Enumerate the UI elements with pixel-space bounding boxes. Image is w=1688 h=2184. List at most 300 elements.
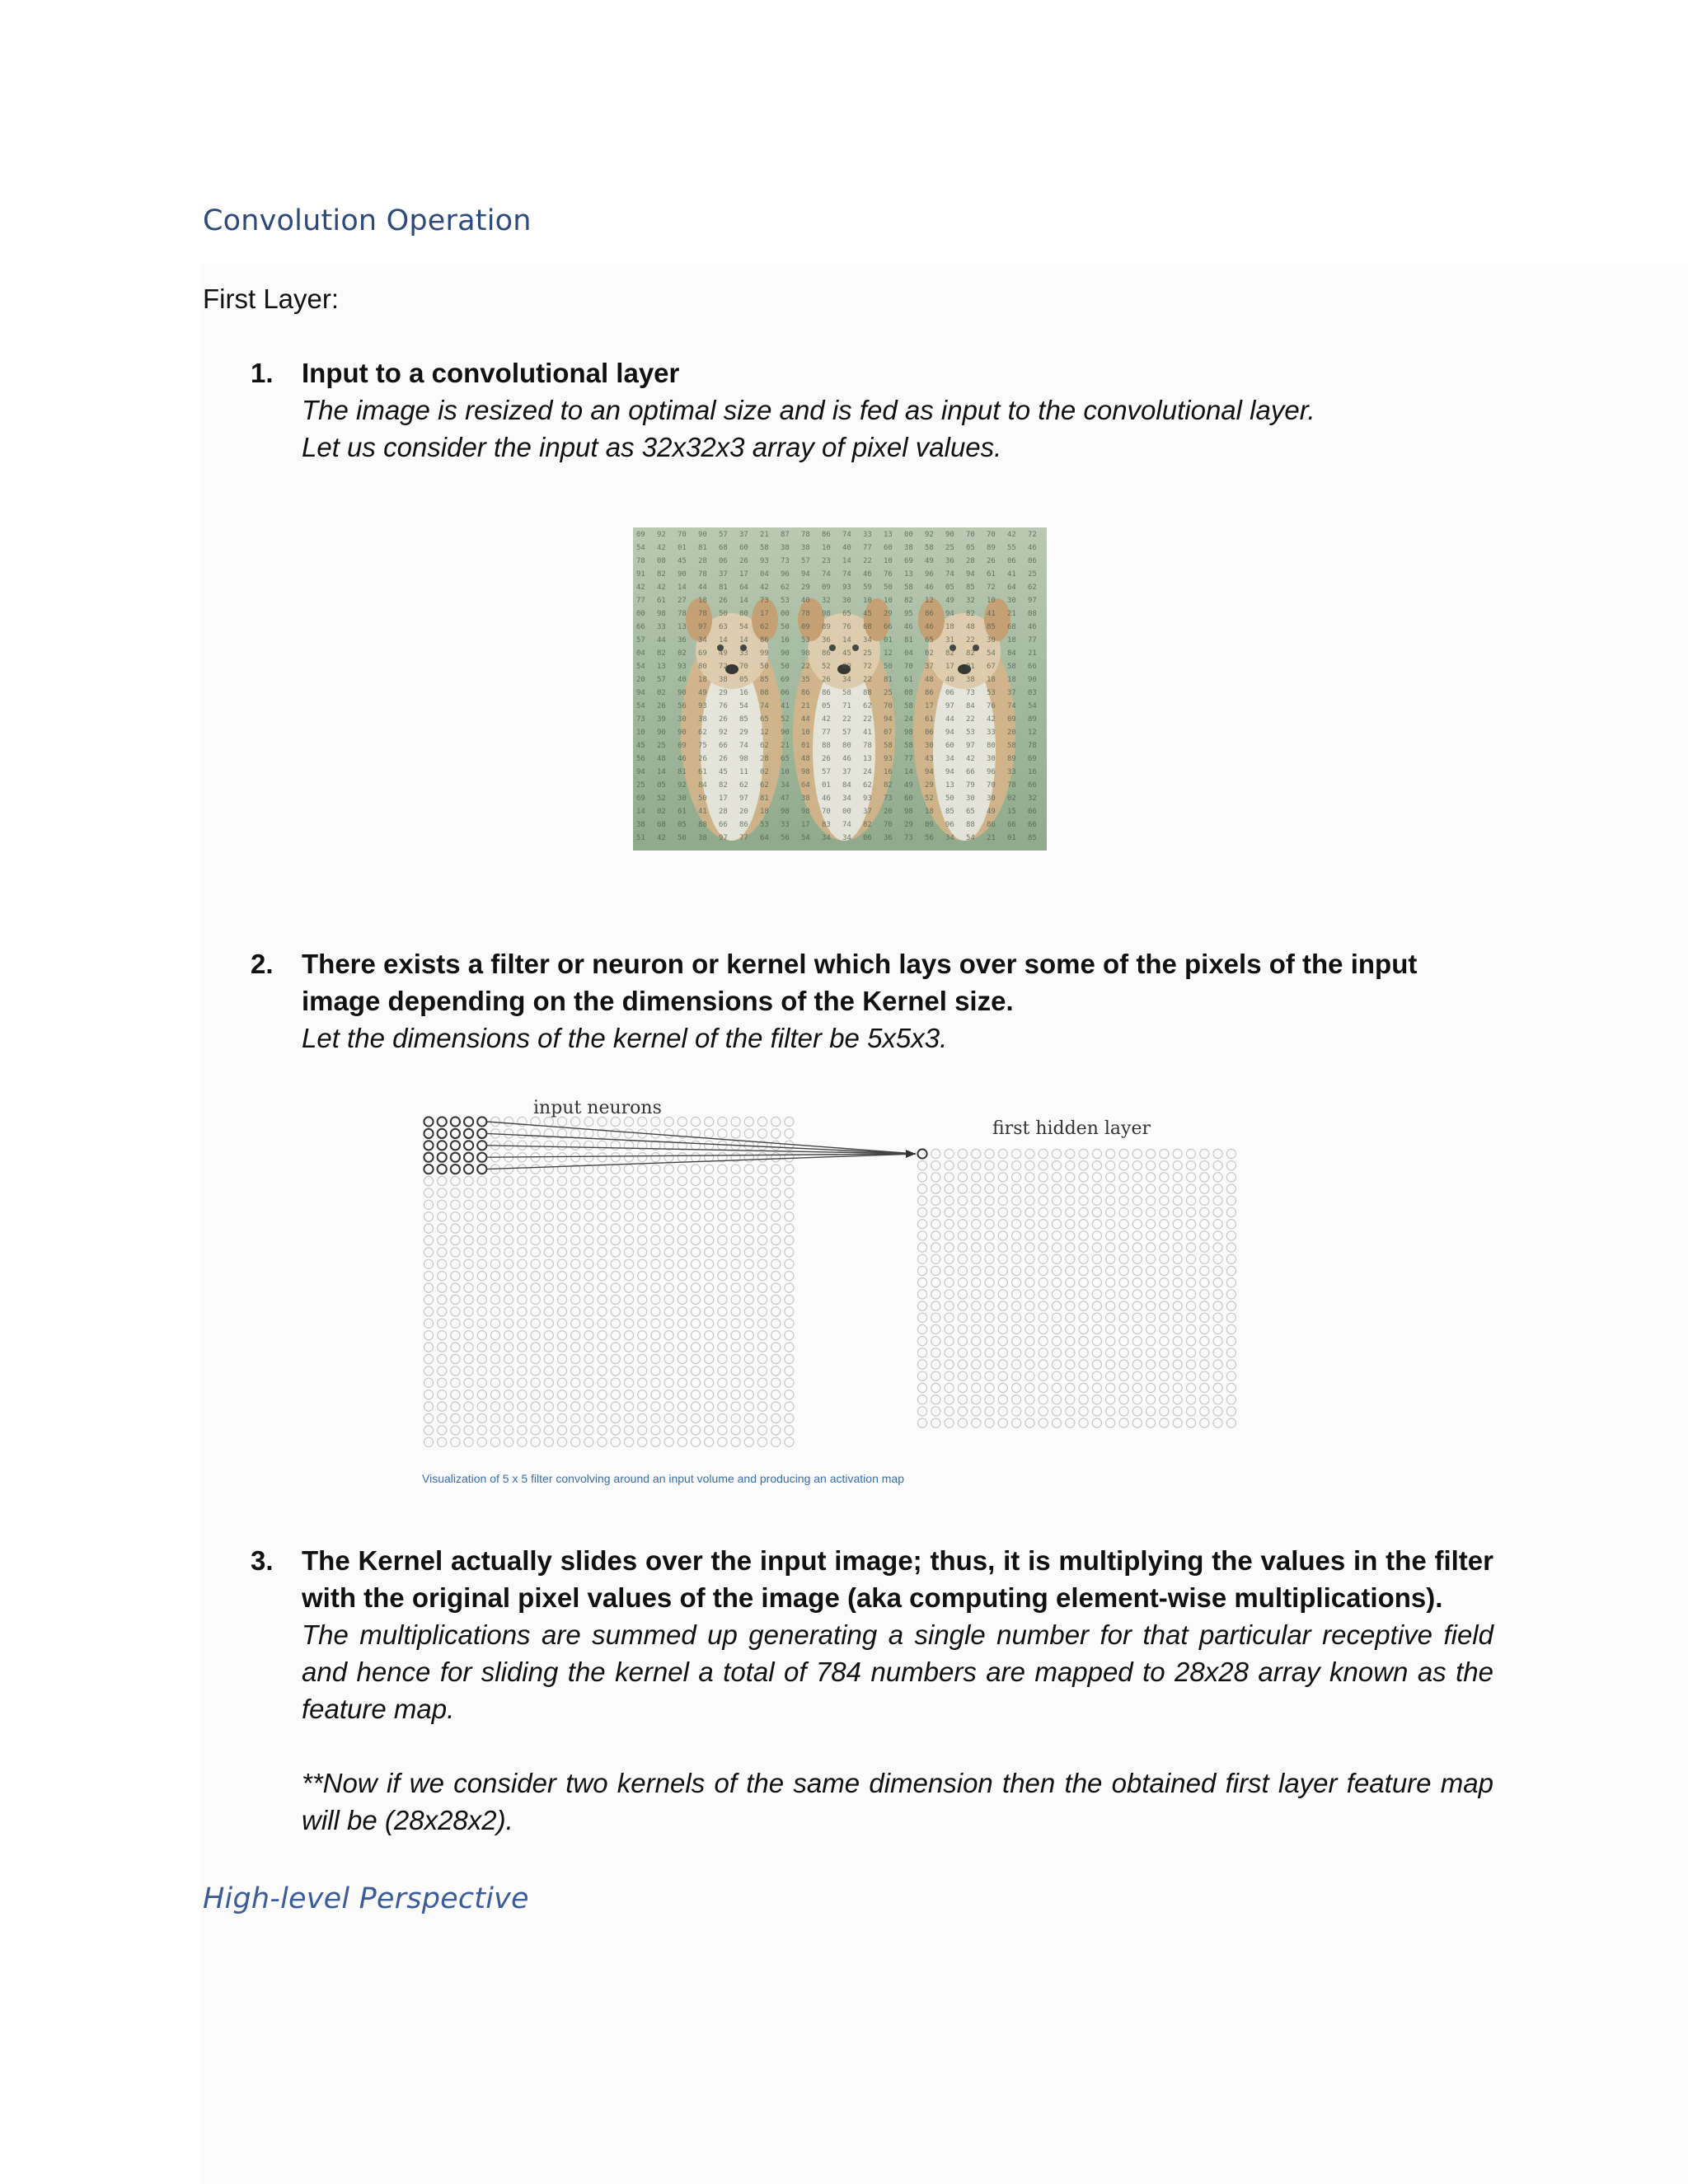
svg-text:15: 15 <box>1007 808 1016 816</box>
svg-text:81: 81 <box>760 794 769 803</box>
svg-text:73: 73 <box>781 557 790 565</box>
svg-text:18: 18 <box>698 597 707 605</box>
svg-text:38: 38 <box>781 544 790 552</box>
svg-text:61: 61 <box>678 808 687 816</box>
svg-text:01: 01 <box>678 544 687 552</box>
svg-text:52: 52 <box>925 794 934 803</box>
svg-text:29: 29 <box>904 821 913 829</box>
svg-text:13: 13 <box>863 755 872 763</box>
svg-text:14: 14 <box>739 597 748 605</box>
svg-text:61: 61 <box>657 597 666 605</box>
svg-text:26: 26 <box>822 755 831 763</box>
svg-text:08: 08 <box>760 689 769 697</box>
svg-text:06: 06 <box>863 834 872 842</box>
svg-text:57: 57 <box>657 676 666 684</box>
svg-text:88: 88 <box>822 742 831 750</box>
svg-text:48: 48 <box>801 755 810 763</box>
svg-text:05: 05 <box>657 781 666 790</box>
svg-text:87: 87 <box>781 531 790 539</box>
svg-text:81: 81 <box>904 636 913 644</box>
svg-text:74: 74 <box>760 702 769 710</box>
svg-text:55: 55 <box>1007 544 1016 552</box>
svg-text:82: 82 <box>904 597 913 605</box>
svg-text:27: 27 <box>678 597 687 605</box>
item-desc-1a: The image is resized to an optimal size and is fed as input to the convolutional layer. <box>302 395 1315 425</box>
svg-text:95: 95 <box>904 610 913 618</box>
svg-text:90: 90 <box>678 729 687 737</box>
svg-text:72: 72 <box>987 583 996 592</box>
svg-text:41: 41 <box>698 808 707 816</box>
svg-text:58: 58 <box>1007 742 1016 750</box>
svg-text:62: 62 <box>781 583 790 592</box>
svg-text:58: 58 <box>904 742 913 750</box>
svg-text:94: 94 <box>801 570 810 579</box>
svg-text:36: 36 <box>678 636 687 644</box>
svg-text:78: 78 <box>636 557 645 565</box>
svg-text:78: 78 <box>863 742 872 750</box>
svg-text:50: 50 <box>781 663 790 671</box>
svg-text:80: 80 <box>987 742 996 750</box>
svg-text:90: 90 <box>781 729 790 737</box>
svg-text:40: 40 <box>801 597 810 605</box>
svg-text:05: 05 <box>678 821 687 829</box>
svg-text:12: 12 <box>760 729 769 737</box>
svg-text:14: 14 <box>739 636 748 644</box>
svg-text:58: 58 <box>904 702 913 710</box>
svg-text:26: 26 <box>719 597 728 605</box>
svg-text:06: 06 <box>719 557 728 565</box>
svg-text:14: 14 <box>842 557 851 565</box>
svg-text:32: 32 <box>1028 794 1037 803</box>
svg-text:85: 85 <box>739 715 748 724</box>
svg-text:84: 84 <box>1007 649 1016 658</box>
svg-text:42: 42 <box>822 715 831 724</box>
svg-text:33: 33 <box>987 729 996 737</box>
item-note-3: **Now if we consider two kernels of the same dimension then the obtained first layer feature map will be (28x28x2). <box>302 1768 1493 1835</box>
svg-text:25: 25 <box>1028 570 1037 579</box>
svg-text:82: 82 <box>884 781 893 790</box>
svg-text:47: 47 <box>781 794 790 803</box>
svg-text:66: 66 <box>719 742 728 750</box>
svg-text:53: 53 <box>966 729 975 737</box>
svg-text:54: 54 <box>636 663 645 671</box>
svg-text:14: 14 <box>719 636 728 644</box>
svg-text:86: 86 <box>760 636 769 644</box>
svg-text:46: 46 <box>678 755 687 763</box>
svg-text:22: 22 <box>842 715 851 724</box>
svg-text:26: 26 <box>657 702 666 710</box>
svg-text:97: 97 <box>1028 597 1037 605</box>
svg-text:10: 10 <box>822 544 831 552</box>
svg-text:49: 49 <box>719 649 728 658</box>
svg-text:54: 54 <box>1028 702 1037 710</box>
svg-text:65: 65 <box>842 610 851 618</box>
svg-text:58: 58 <box>925 544 934 552</box>
svg-text:34: 34 <box>863 636 872 644</box>
svg-text:01: 01 <box>966 663 975 671</box>
svg-text:92: 92 <box>678 781 687 790</box>
svg-text:22: 22 <box>966 715 975 724</box>
svg-text:50: 50 <box>678 834 687 842</box>
svg-text:32: 32 <box>822 597 831 605</box>
svg-text:26: 26 <box>719 715 728 724</box>
svg-text:96: 96 <box>987 768 996 776</box>
svg-text:41: 41 <box>987 610 996 618</box>
svg-text:02: 02 <box>657 808 666 816</box>
svg-text:41: 41 <box>1007 570 1016 579</box>
svg-text:46: 46 <box>822 794 831 803</box>
svg-text:62: 62 <box>863 781 872 790</box>
svg-text:65: 65 <box>925 636 934 644</box>
svg-text:94: 94 <box>945 768 954 776</box>
svg-text:17: 17 <box>801 821 810 829</box>
svg-text:40: 40 <box>678 676 687 684</box>
svg-text:29: 29 <box>884 610 893 618</box>
svg-text:76: 76 <box>842 623 851 631</box>
svg-text:81: 81 <box>719 583 728 592</box>
svg-text:59: 59 <box>863 583 872 592</box>
svg-text:53: 53 <box>760 821 769 829</box>
svg-text:98: 98 <box>904 808 913 816</box>
svg-text:36: 36 <box>822 636 831 644</box>
svg-text:38: 38 <box>698 715 707 724</box>
svg-text:64: 64 <box>1007 583 1016 592</box>
svg-text:16: 16 <box>884 768 893 776</box>
svg-text:90: 90 <box>657 729 666 737</box>
svg-text:78: 78 <box>698 610 707 618</box>
svg-text:57: 57 <box>636 636 645 644</box>
svg-text:50: 50 <box>698 794 707 803</box>
svg-text:62: 62 <box>760 623 769 631</box>
svg-text:70: 70 <box>884 821 893 829</box>
svg-text:82: 82 <box>657 649 666 658</box>
svg-text:64: 64 <box>739 583 748 592</box>
svg-text:30: 30 <box>842 597 851 605</box>
svg-text:22: 22 <box>801 663 810 671</box>
svg-text:11: 11 <box>739 768 748 776</box>
svg-text:01: 01 <box>884 636 893 644</box>
svg-text:54: 54 <box>801 834 810 842</box>
svg-text:69: 69 <box>904 557 913 565</box>
svg-text:77: 77 <box>904 755 913 763</box>
svg-text:97: 97 <box>698 623 707 631</box>
svg-text:00: 00 <box>781 610 790 618</box>
svg-text:65: 65 <box>781 755 790 763</box>
svg-text:92: 92 <box>657 531 666 539</box>
svg-text:78: 78 <box>801 531 810 539</box>
svg-text:05: 05 <box>739 676 748 684</box>
svg-text:88: 88 <box>698 821 707 829</box>
svg-text:98: 98 <box>801 808 810 816</box>
svg-text:88: 88 <box>863 689 872 697</box>
svg-text:14: 14 <box>842 636 851 644</box>
svg-text:64: 64 <box>801 781 810 790</box>
svg-text:30: 30 <box>966 794 975 803</box>
svg-text:37: 37 <box>739 531 748 539</box>
svg-text:73: 73 <box>760 597 769 605</box>
svg-text:57: 57 <box>822 768 831 776</box>
svg-text:84: 84 <box>842 781 851 790</box>
item-title-1: Input to a convolutional layer <box>302 358 680 388</box>
svg-text:14: 14 <box>678 583 687 592</box>
svg-text:52: 52 <box>781 715 790 724</box>
svg-text:38: 38 <box>698 834 707 842</box>
svg-text:30: 30 <box>1007 597 1016 605</box>
svg-text:82: 82 <box>657 570 666 579</box>
svg-text:49: 49 <box>904 781 913 790</box>
svg-text:89: 89 <box>1028 715 1037 724</box>
svg-text:02: 02 <box>925 649 934 658</box>
svg-text:60: 60 <box>945 742 954 750</box>
svg-text:46: 46 <box>842 755 851 763</box>
svg-text:86: 86 <box>739 821 748 829</box>
svg-text:81: 81 <box>678 768 687 776</box>
svg-text:50: 50 <box>884 663 893 671</box>
svg-text:57: 57 <box>801 557 810 565</box>
svg-text:34: 34 <box>842 676 851 684</box>
svg-text:46: 46 <box>925 583 934 592</box>
svg-text:74: 74 <box>822 570 831 579</box>
svg-text:50: 50 <box>781 623 790 631</box>
svg-text:35: 35 <box>801 676 810 684</box>
svg-text:62: 62 <box>739 781 748 790</box>
svg-text:56: 56 <box>925 834 934 842</box>
item-number-1: 1. <box>251 358 274 388</box>
svg-text:93: 93 <box>678 663 687 671</box>
svg-text:65: 65 <box>760 715 769 724</box>
svg-text:93: 93 <box>863 794 872 803</box>
svg-text:21: 21 <box>760 531 769 539</box>
svg-text:45: 45 <box>678 557 687 565</box>
svg-text:37: 37 <box>719 570 728 579</box>
svg-text:38: 38 <box>636 821 645 829</box>
svg-text:70: 70 <box>884 702 893 710</box>
svg-text:33: 33 <box>739 649 748 658</box>
svg-text:33: 33 <box>1007 768 1016 776</box>
svg-text:18: 18 <box>1007 636 1016 644</box>
svg-text:50: 50 <box>884 583 893 592</box>
svg-text:17: 17 <box>719 794 728 803</box>
svg-text:61: 61 <box>698 768 707 776</box>
svg-text:01: 01 <box>801 742 810 750</box>
svg-text:78: 78 <box>698 570 707 579</box>
svg-text:54: 54 <box>987 649 996 658</box>
svg-text:53: 53 <box>781 597 790 605</box>
pixel-array-dogs-image <box>633 527 1047 851</box>
svg-text:73: 73 <box>636 715 645 724</box>
svg-text:66: 66 <box>966 768 975 776</box>
svg-text:10: 10 <box>781 768 790 776</box>
svg-text:98: 98 <box>781 808 790 816</box>
svg-text:03: 03 <box>1028 689 1037 697</box>
svg-text:77: 77 <box>636 597 645 605</box>
svg-text:46: 46 <box>904 623 913 631</box>
item-desc-3: The multiplications are summed up generating a single number for that particular receptive field and hence for sliding the kernel a total of 784 numbers are mapped to 28x28 array known as the feature map. <box>302 1619 1493 1724</box>
svg-text:41: 41 <box>781 702 790 710</box>
svg-text:34: 34 <box>945 755 954 763</box>
list-item-3 <box>302 1542 1493 1839</box>
svg-text:34: 34 <box>822 834 831 842</box>
svg-text:90: 90 <box>698 531 707 539</box>
svg-text:73: 73 <box>966 689 975 697</box>
svg-text:49: 49 <box>945 597 954 605</box>
svg-text:26: 26 <box>987 557 996 565</box>
svg-text:82: 82 <box>966 649 975 658</box>
svg-text:30: 30 <box>678 794 687 803</box>
svg-text:66: 66 <box>1028 781 1037 790</box>
svg-text:85: 85 <box>966 583 975 592</box>
svg-text:13: 13 <box>678 623 687 631</box>
svg-text:25: 25 <box>945 544 954 552</box>
svg-text:68: 68 <box>657 821 666 829</box>
svg-text:38: 38 <box>966 676 975 684</box>
svg-text:09: 09 <box>1007 715 1016 724</box>
svg-text:79: 79 <box>966 781 975 790</box>
svg-text:42: 42 <box>987 715 996 724</box>
svg-text:56: 56 <box>781 834 790 842</box>
svg-text:58: 58 <box>760 544 769 552</box>
svg-text:68: 68 <box>863 623 872 631</box>
svg-text:46: 46 <box>1028 623 1037 631</box>
svg-text:77: 77 <box>822 729 831 737</box>
svg-text:69: 69 <box>781 676 790 684</box>
svg-text:50: 50 <box>945 794 954 803</box>
svg-text:44: 44 <box>945 715 954 724</box>
svg-text:12: 12 <box>1028 729 1037 737</box>
svg-text:54: 54 <box>739 623 748 631</box>
svg-text:94: 94 <box>966 570 975 579</box>
svg-text:84: 84 <box>698 781 707 790</box>
svg-text:69: 69 <box>636 794 645 803</box>
next-section-title: High-level Perspective <box>203 1882 529 1915</box>
svg-text:96: 96 <box>945 821 954 829</box>
list-item-1 <box>302 354 1505 466</box>
svg-text:10: 10 <box>801 729 810 737</box>
svg-text:54: 54 <box>966 834 975 842</box>
svg-text:76: 76 <box>987 702 996 710</box>
svg-text:29: 29 <box>719 689 728 697</box>
item-title-2: There exists a filter or neuron or kernel which lays over some of the pixels of the input image depending on the dimensions of the Kernel size. <box>302 949 1418 1016</box>
svg-text:29: 29 <box>801 583 810 592</box>
svg-text:97: 97 <box>719 834 728 842</box>
svg-text:04: 04 <box>904 649 913 658</box>
svg-text:70: 70 <box>904 663 913 671</box>
svg-text:18: 18 <box>925 808 934 816</box>
section-title: Convolution Operation <box>203 204 532 237</box>
svg-text:66: 66 <box>1028 663 1037 671</box>
svg-text:08: 08 <box>1028 610 1037 618</box>
svg-text:38: 38 <box>801 794 810 803</box>
svg-text:42: 42 <box>636 583 645 592</box>
svg-text:36: 36 <box>884 834 893 842</box>
svg-text:18: 18 <box>698 676 707 684</box>
svg-text:97: 97 <box>945 702 954 710</box>
svg-text:09: 09 <box>636 531 645 539</box>
svg-text:41: 41 <box>863 729 872 737</box>
svg-text:81: 81 <box>884 676 893 684</box>
svg-text:17: 17 <box>739 570 748 579</box>
svg-text:39: 39 <box>657 715 666 724</box>
svg-text:01: 01 <box>1007 834 1016 842</box>
svg-text:34: 34 <box>842 834 851 842</box>
svg-text:34: 34 <box>781 781 790 790</box>
svg-text:93: 93 <box>760 557 769 565</box>
svg-text:78: 78 <box>678 610 687 618</box>
svg-text:62: 62 <box>1028 583 1037 592</box>
svg-text:37: 37 <box>863 808 872 816</box>
svg-text:96: 96 <box>925 570 934 579</box>
svg-text:38: 38 <box>801 544 810 552</box>
svg-text:30: 30 <box>987 755 996 763</box>
svg-text:05: 05 <box>966 544 975 552</box>
svg-text:62: 62 <box>698 729 707 737</box>
svg-text:48: 48 <box>966 623 975 631</box>
svg-text:46: 46 <box>925 623 934 631</box>
svg-text:83: 83 <box>822 821 831 829</box>
svg-text:22: 22 <box>863 557 872 565</box>
svg-text:17: 17 <box>760 610 769 618</box>
svg-text:58: 58 <box>842 689 851 697</box>
svg-text:70: 70 <box>739 663 748 671</box>
svg-text:94: 94 <box>945 729 954 737</box>
svg-text:24: 24 <box>904 715 913 724</box>
svg-text:90: 90 <box>678 570 687 579</box>
item-desc-1b: Let us consider the input as 32x32x3 array of pixel values. <box>302 432 1002 462</box>
svg-text:80: 80 <box>842 742 851 750</box>
svg-text:98: 98 <box>801 768 810 776</box>
item-desc-2: Let the dimensions of the kernel of the filter be 5x5x3. <box>302 1023 948 1053</box>
svg-text:16: 16 <box>739 689 748 697</box>
svg-text:02: 02 <box>1007 794 1016 803</box>
svg-text:44: 44 <box>698 583 707 592</box>
svg-text:97: 97 <box>966 742 975 750</box>
svg-text:92: 92 <box>719 729 728 737</box>
svg-text:81: 81 <box>698 544 707 552</box>
svg-text:53: 53 <box>987 689 996 697</box>
svg-text:54: 54 <box>636 544 645 552</box>
list-item-2 <box>302 945 1495 1057</box>
svg-text:53: 53 <box>801 636 810 644</box>
svg-text:37: 37 <box>842 768 851 776</box>
svg-text:52: 52 <box>657 794 666 803</box>
svg-text:49: 49 <box>925 557 934 565</box>
svg-text:02: 02 <box>678 649 687 658</box>
svg-text:06: 06 <box>1028 808 1037 816</box>
svg-text:89: 89 <box>842 663 851 671</box>
svg-text:74: 74 <box>1007 702 1016 710</box>
svg-text:91: 91 <box>636 570 645 579</box>
hidden-neuron-grid <box>917 1149 1236 1427</box>
svg-text:57: 57 <box>842 729 851 737</box>
svg-text:10: 10 <box>987 597 996 605</box>
svg-text:82: 82 <box>719 781 728 790</box>
svg-text:86: 86 <box>987 821 996 829</box>
svg-text:00: 00 <box>904 531 913 539</box>
svg-text:33: 33 <box>781 821 790 829</box>
svg-text:96: 96 <box>781 570 790 579</box>
svg-text:82: 82 <box>966 610 975 618</box>
svg-text:82: 82 <box>945 649 954 658</box>
svg-text:26: 26 <box>822 676 831 684</box>
svg-text:61: 61 <box>925 715 934 724</box>
svg-text:64: 64 <box>760 834 769 842</box>
svg-text:63: 63 <box>719 623 728 631</box>
svg-text:46: 46 <box>863 570 872 579</box>
svg-text:86: 86 <box>925 689 934 697</box>
svg-text:93: 93 <box>884 755 893 763</box>
svg-text:74: 74 <box>945 570 954 579</box>
svg-text:88: 88 <box>966 821 975 829</box>
